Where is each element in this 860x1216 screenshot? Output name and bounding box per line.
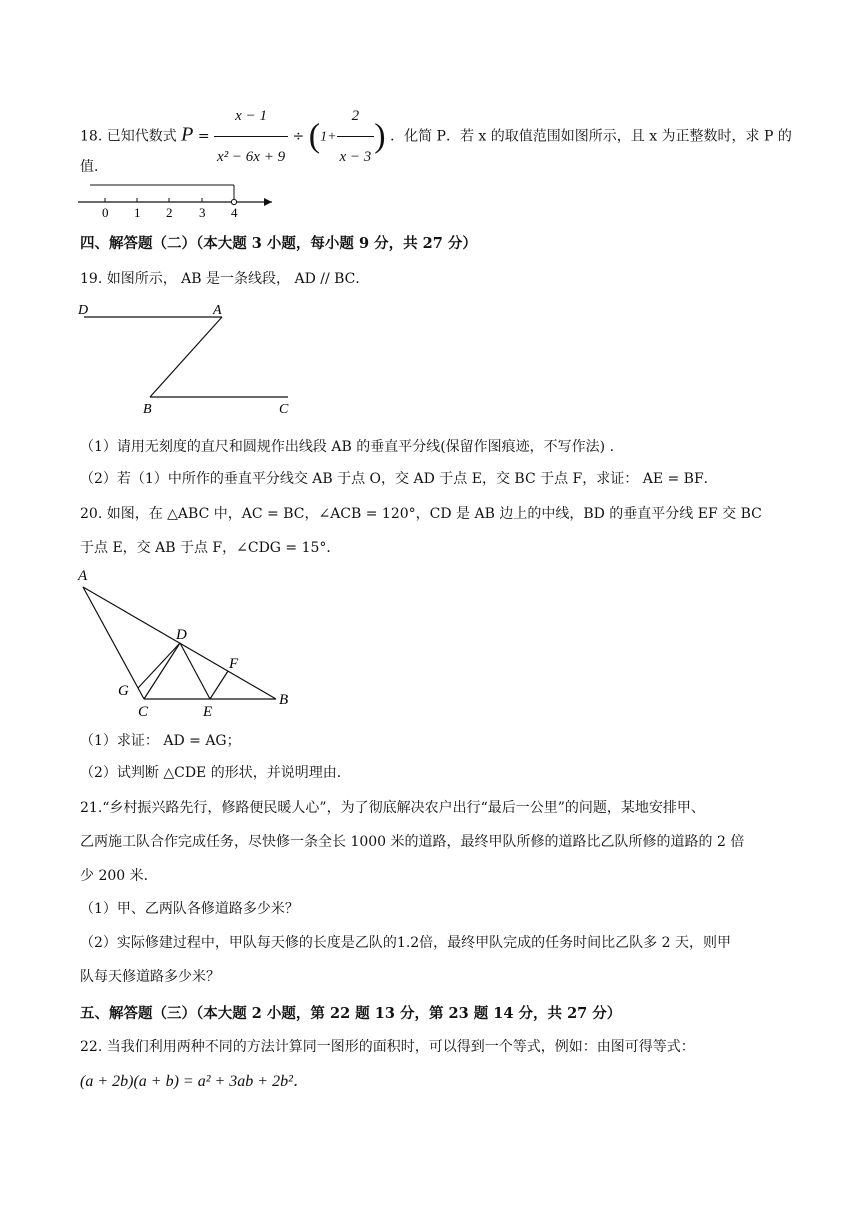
tick-label: 4 [231,205,238,220]
q19-sub2: （2）若（1）中所作的垂直平分线交 AB 于点 O，交 AD 于点 E，交 BC 于点 F，求证： AE = BF． [80,471,718,487]
q18-frac2-den: x − 3 [339,149,372,165]
open-circle-at-4 [231,199,236,204]
q18-P: P [181,123,194,146]
q19-figure [74,298,304,420]
q22-equation: (a + 2b)(a + b) = a² + 3ab + 2b²． [80,1073,309,1090]
tick-label: 1 [134,205,141,220]
q18-tail: ．化简 P．若 x 的取值范围如图所示，且 x 为正整数时，求 P 的 [390,128,792,145]
segment-AB [150,317,222,397]
q18-fraction-1 [214,96,288,177]
q18-eq: = [197,128,210,145]
label-A: A [78,568,88,584]
section-5-heading: 五、解答题（三）（本大题 2 小题，第 22 题 13 分，第 23 题 14 分，共 27 分） [80,1005,622,1022]
axis-arrow [264,198,272,206]
label-D: D [78,303,89,318]
label-B: B [143,402,152,417]
q18-number-line [76,178,276,220]
axis-ticks [105,198,202,202]
tick-label: 3 [199,205,206,220]
label-D: D [176,627,187,643]
q20-sub1: （1）求证： AD = AG； [80,733,241,749]
segment-DC [144,643,180,699]
label-A: A [213,303,222,318]
label-E: E [203,704,213,720]
q21-sub2-line2: 队每天修道路多少米？ [80,969,220,985]
q18-one-plus: 1+ [320,129,337,145]
q18-intro: 已知代数式 [106,128,177,145]
q18-frac1-num: x − 1 [214,96,288,137]
q18-right-paren: ) [374,117,386,155]
tick-label: 0 [102,205,109,220]
q18-line2: 值． [80,159,108,175]
q20-figure [74,564,304,722]
q20-stem-line1: 20. 如图，在 △ABC 中，AC = BC，∠ACB = 120°，CD 是 AB 边上的中线，BD 的垂直平分线 EF 交 BC [80,506,762,522]
q21-sub2-line1: （2）实际修建过程中，甲队每天修的长度是乙队的1.2倍，最终甲队完成的任务时间比乙队多 2 天，则甲 [80,935,731,951]
q21-stem-line2: 乙两施工队合作完成任务，尽快修一条全长 1000 米的道路，最终甲队所修的道路比乙队所修的道路的 2 倍 [80,834,745,850]
q20-stem-line2: 于点 E，交 AB 于点 F，∠CDG = 15°． [80,540,341,556]
q18-left-paren: ( [308,117,321,155]
label-C: C [138,704,149,720]
label-C: C [279,402,289,417]
section-4-heading: 四、解答题（二）（本大题 3 小题，每小题 9 分，共 27 分） [80,235,477,252]
segment-EF [210,671,228,699]
tick-label: 2 [166,205,173,220]
q18-number: 18. [80,128,103,145]
q22-stem-line1: 22. 当我们利用两种不同的方法计算同一图形的面积时，可以得到一个等式，例如：由图可得等式： [80,1039,695,1055]
q21-stem-line1: 21.“乡村振兴路先行，修路便民暖人心”，为了彻底解决农户出行“最后一公里”的问题，某地安排甲、 [80,800,705,816]
label-B: B [279,692,289,708]
q21-sub1: （1）甲、乙两队各修道路多少米？ [80,901,299,917]
segment-AC [83,587,144,699]
q19-stem: 19. 如图所示， AB 是一条线段， AD // BC． [80,271,370,287]
label-G: G [118,683,129,699]
segment-DG [138,643,180,688]
q18-frac2-num: 2 [337,96,375,137]
q20-sub2: （2）试判断 △CDE 的形状，并说明理由． [80,765,351,781]
q18-frac1-den: x² − 6x + 9 [217,149,286,165]
q21-stem-line3: 少 200 米． [80,868,158,884]
q18-line1 [80,96,792,165]
q18-div: ÷ [292,128,305,145]
q18-fraction-2 [337,96,375,177]
label-F: F [229,656,239,672]
q19-sub1: （1）请用无刻度的直尺和圆规作出线段 AB 的垂直平分线(保留作图痕迹，不写作法) ． [80,439,624,455]
